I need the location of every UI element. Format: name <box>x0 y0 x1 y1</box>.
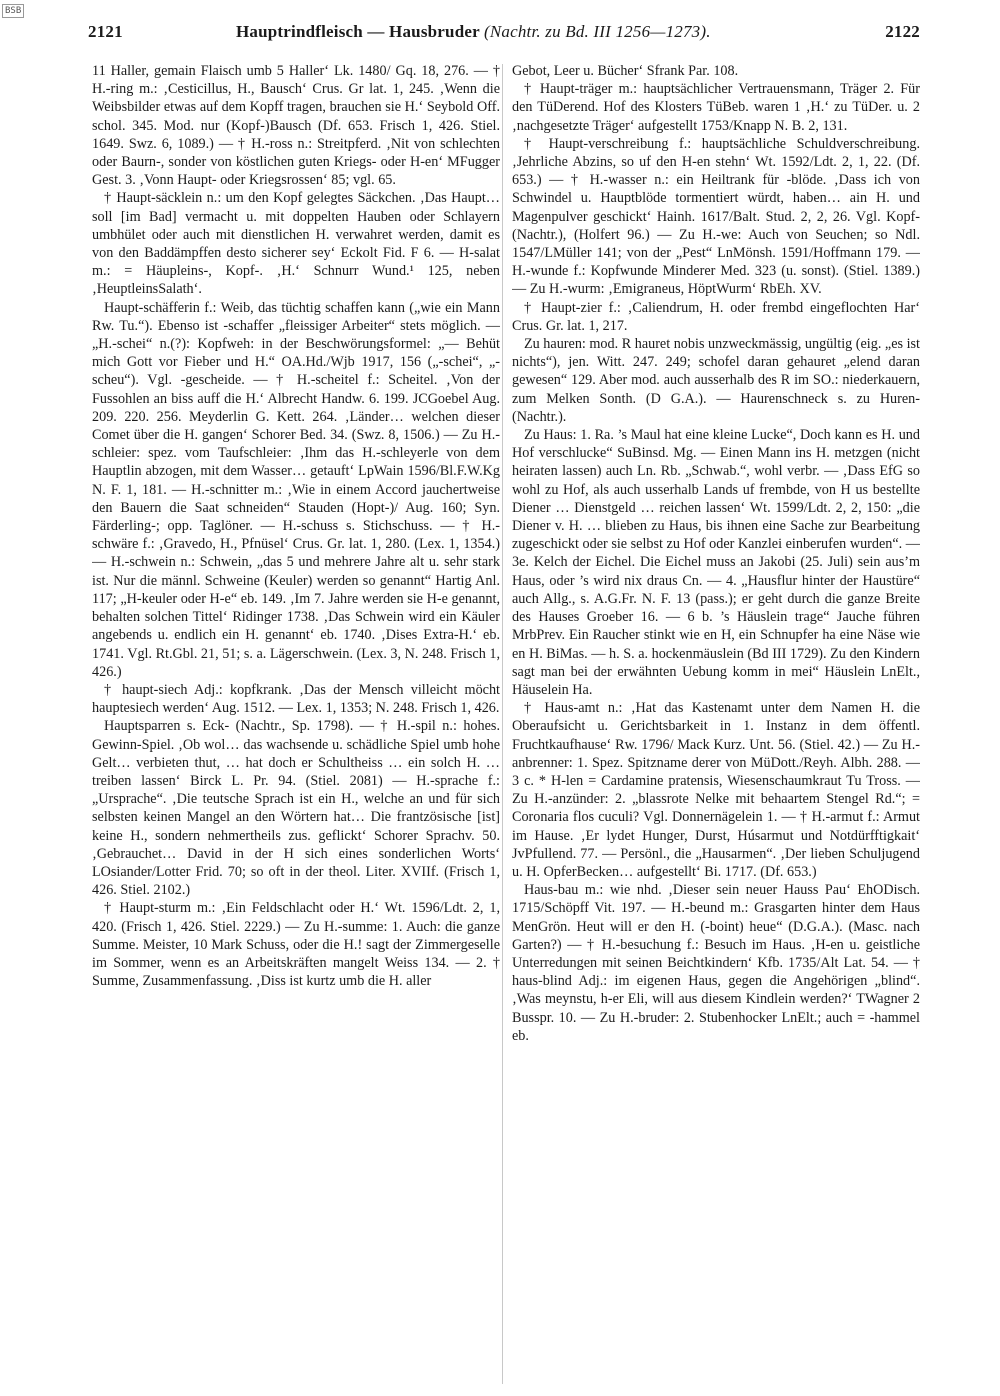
entry-paragraph: Haus-bau m.: wie nhd. ‚Dieser sein neuer Hauss Pau‘ EhODisch. 1715/Schöpff Vit. 197. — H.-beund m.: Grasgarten hinter dem Haus MenGrön. Heut will er den H. (-boint) heue“ (D.G.A.). (Masc. nach Garten?) — † H.-besuchung f.: Besuch im Haus. ‚H-en u. geistliche Unterredungen mit seinen Beichtkindern‘ Kfb. 1735/Alt Lat. 54. — † haus-blind Adj.: im eigenen Haus, gegen die Angehörigen „blind“. ‚Was meynstu, h-er Eli, will aus diesem Kindlein werden?‘ TWagner 2 Busspr. 10. — Zu H.-bruder: 2. Stubenhocker LnElt.; auch = -hammel eb. <box>512 882 920 1044</box>
column-divider <box>502 64 503 1384</box>
entry-paragraph: Zu Haus: 1. Ra. ’s Maul hat eine kleine Lucke“, Doch kann es H. und Hof verschlucke“ SuBinsd. Mg. — Einen Mann ins H. metzgen (nicht heiraten lassen) auch Ln. Rb. „Schwab.“, wohl verbr. — ‚Dass EfG so wohl zu Hof, als auch usserhalb Lands uf frembde, von H us bestellte Diener … Dienstgeld … reichen lassen‘ Wt. 1599/Ldt. 2, 2, 150: „die Diener v. H. … blieben zu Haus, bis ihnen eine Sache zur Bearbeitung zugeschickt oder sie selbst zu Hof oder Kanzlei einberufen wurden“. — 3e. Kelch der Eichel. Die Eichel muss an Jakobi (25. Juli) sein aus’m Haus, oder ’s wird nix draus Cn. — 4. „Hausflur hinter der Haustüre“ auch Allg., s. A.G.Fr. N. F. 13 (pass.); er geht durch die ganze Breite des Hauses Groeber 16. — 6 b. ’s Häuslein trage“ Jauche führen MrbPrev. Ein Raucher stinkt wie en H, ein Schnupfer ha eine Näse wie en H. BiMas. — h. S. a. hockenmäuslein (Bd III 1729). Zu den Kindern sagt man bei der erwähnten Uebung komm in mei“ Häuslein LnElt., Häuselein Ha. <box>512 427 920 698</box>
entry-paragraph: † Haus-amt n.: ‚Hat das Kastenamt unter dem Namen H. die Oberaufsicht u. Gerichtsbarkeit in 1. Instanz in dem öffentl. Fruchtkaufhause‘ Rw. 1796/ Mack Kurz. Unt. 56. (Stiel. 42.) — Zu H.-anbrenner: 1. Spez. Spitzname derer von MüDott./Reyh. Albh. 288. — 3 c. * H-len = Cardamine pratensis, Wiesenschaumkraut Tu Tross. — Zu H.-anzünder: 2. „blassrote Nelke mit behaartem Stengel Rd.“; = Coronaria flos cuculi? Vgl. Donnernägelein 1. — † H.-armut f.: Armut im Hause. ‚Er lydet Hunger, Durst, Húsarmut und Notdürfftigkait‘ JvPfullend. 77. — Persönl., die „Hausarmen“. ‚Der lieben Schuljugend u. H. OpferBecken… aufgestellt‘ Bi. 1717. (Df. 653.) <box>512 700 920 880</box>
entry-paragraph: Gebot, Leer u. Bücher‘ Sfrank Par. 108. <box>512 63 739 79</box>
column-number-left: 2121 <box>88 22 123 41</box>
entry-paragraph: † Haupt-träger m.: hauptsächlicher Vertrauensmann, Träger 2. Für den TüDerend. Hof des Klosters TüBeb. waren 1 ‚H.‘ zu TüDer. u. 2 ‚nachgesetzte Träger‘ aufgestellt 1753/Knapp N. B. 2, 131. <box>512 81 920 134</box>
entry-paragraph: Hauptsparren s. Eck- (Nachtr., Sp. 1798). — † H.-spil n.: hohes. Gewinn-Spiel. ‚Ob wol… das wachsende u. schädliche Spiel umb hohe Gelt… verbieten thut, … hat doch er Schultheiss … ein solch H. … treiben lassen‘ Birck L. Pr. 94. (Stiel. 2081) — H.-sprache f.: „Ursprache“. ‚Die teutsche Sprach ist ein H., welche an und für sich selbsten keinen Mangel an den Wörtern hat… Die frantzösische [ist] keine H., sondern nehmertheils zus. geflickt‘ Schorer Sprachv. 50. ‚Gebrauchet… David in der H sich eines sonderlichen Worts‘ LOsiander/Lotter Frid. 70; so oft in der theol. Liter. XVIIf. (Frisch 1, 426. Stiel. 2102.) <box>92 718 500 899</box>
column-number-right: 2122 <box>885 22 920 41</box>
right-column <box>512 62 920 1387</box>
entry-paragraph: † haupt-siech Adj.: kopfkrank. ‚Das der Mensch villeicht möcht hauptesiech werden‘ Aug. 1512. — Lex. 1, 1353; N. 248. Frisch 1, 426. <box>92 681 500 717</box>
running-title <box>236 22 711 42</box>
library-stamp: BSB <box>2 4 24 18</box>
header-title: Hauptrindfleisch — Hausbruder <box>236 22 480 41</box>
entry-paragraph: 11 Haller, gemain Flaisch umb 5 Haller‘ Lk. 1480/ Gq. 18, 276. — † H.-ring m.: ‚Cesticillus, H., Bausch‘ Crus. Gr lat. 1, 245. ‚Wenn die Weibsbilder etwas auf dem Kopff tragen, brauchen sie H.‘ Seybold Off. schol. 345. Mod. nur (Kopf-)Bausch (Df. 653. Frisch 1, 426. Stiel. 1649. Swz. 6, 1089.) — † H.-ross n.: Streitpferd. ‚Nit von schlechten oder Baurn-, sonder von köstlichen guten Kriegs- oder H-en‘ MFugger Gest. 3. ‚Vonn Haupt- oder Kriegsrossen‘ 85; vgl. 65. <box>92 63 500 189</box>
running-header <box>88 16 920 50</box>
entry-paragraph: † Haupt-zier f.: ‚Caliendrum, H. oder frembd eingeflochten Har‘ Crus. Gr. lat. 1, 217. <box>512 299 920 334</box>
entry-paragraph: † Haupt-verschreibung f.: hauptsächliche Schuldverschreibung. ‚Jehrliche Abzins, so uf den H-en stehn‘ Wt. 1592/Ldt. 2, 1, 22. (Df. 653.) — † H.-wasser n.: ein Heiltrank für -blöde. ‚Dass ich von Schwindel u. Hauptblöde tormentiert würdt, haben… ain H. und Magenpulver geschickt‘ Hainh. 1617/Balt. Stud. 2, 2, 26. Vgl. Kopf- (Nachtr.), (Holfert 96.) — Zu H.-we: Auch von Seuchen; so Ndl. 1547/LMüller 141; von der „Pest“ LnMönsh. 1591/Hoffmann 179. — H.-wunde f.: Kopfwunde Minderer Med. 323 (u. sonst). (Stiel. 1389.) — Zu H.-wurm: ‚Emigraneus, HöptWurm‘ RbEh. XV. <box>512 135 920 298</box>
header-subtitle: (Nachtr. zu Bd. III 1256—1273). <box>483 22 711 41</box>
entry-paragraph: † Haupt-sturm m.: ‚Ein Feldschlacht oder H.‘ Wt. 1596/Ldt. 2, 1, 420. (Frisch 1, 426. Stiel. 2229.) — Zu H.-summe: 1. Auch: die ganze Summe. Meister, 10 Mark Schuss, oder die H.! sagt der Zimmergeselle im Sommer, wenn es an Arbeitskräften mangelt Weiss 134. — 2. † Summe, Zusammenfassung. ‚Diss ist kurtz umb die H. aller <box>92 900 500 990</box>
left-column <box>92 62 500 1387</box>
entry-paragraph: Zu hauren: mod. R hauret nobis unzweckmässig, ungültig (eig. „es ist nichts“), jen. Witt. 247. 249; schofel daran gehauret „elend daran gewesen“ 129. Aber mod. auch ausserhalb des R im SO.: niederkauern, zum Melken Sonth. (D G.A.). — Haurenschneck s. zu Huren- (Nachtr.). <box>512 336 920 425</box>
entry-paragraph: Haupt-schäfferin f.: Weib, das tüchtig schaffen kann („wie ein Mann Rw. Tu.“). Ebenso ist -schaffer „fleissiger Arbeiter“ stets möglich. — „H.-schei“ n.(?): Kopfweh: in der Beschwörungsformel: „— Behüt mich Gott vor Fieber und H.“ OA.Hd./Wjb 1917, 156 („-schei“, „-scheu“). Vgl. -gescheide. — † H.-scheitel f.: Scheitel. ‚Von der Fussohlen an biss auff die H.‘ Albrecht Handw. 6. 199. JCGoebel Aug. 209. 220. 256. Meyderlin G. Kett. 264. ‚Länder… welchen dieser Comet über die H. gangen‘ Schorer Bed. 34. (Swz. 8, 1506.) — Zu H.-schleier: spez. vom Taufschleier: ‚Ihm das H.-schleyerle von dem Hauptlin abzogen, mit dem Wasser… getauft‘ LpWain 1596/Bl.F.W.Kg N. F. 1, 181. — H.-schnitter m.: ‚Wie in einem Accord jauchertweise den Bauern die Saat schneiden“ Stauden (Hopt-)/ Aug. 160; Syn. Färderling-; opp. Taglöner. — H.-schuss s. Stichschuss. — † H.-schwäre f.: ‚Gravedo, H., Pfnüsel‘ Crus. Gr. lat. 1, 280. (Lex. 1, 1354.) — H.-schwein n.: Schwein, „das 5 und mehrere Jahre alt u. sehr stark ist. Nur die männl. Schweine (Keuler) werden so genannt“ Hartig Anl. 117; „H-keuler oder H-e“ eb. 149. ‚Im 7. Jahre werden sie H-e genannt, behalten solchen Tittel‘ Ridinger 1738. ‚Das Schwein wird ein Käuler angebends u. endlich ein H. genannt‘ eb. 1740. ‚Dises Extra-H.‘ eb. 1741. Vgl. Rt.Gbl. 21, 51; s. a. Lägerschwein. (Lex. 3, N. 248. Frisch 1, 426.) <box>92 299 500 680</box>
entry-paragraph: † Haupt-säcklein n.: um den Kopf gelegtes Säckchen. ‚Das Haupt… soll [im Bad] vermacht u. mit doppelten Hauben oder Schlayern umbhület oder auch mit dienstlichen H. verwahret werden, damit es von den Baddämpffen desto sicherer sey‘ Eckolt Fid. F 6. — H-salat m.: = Häupleins-, Kopf-. ‚H.‘ Schnurr Wund.¹ 125, neben ‚HeuptleinsSalath‘. <box>92 190 500 298</box>
